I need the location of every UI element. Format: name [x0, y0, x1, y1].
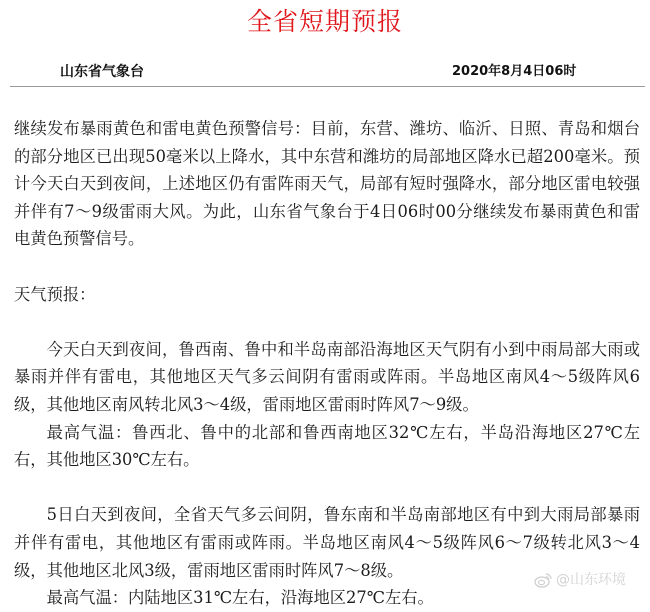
issue-time: 2020年8月4日06时	[452, 64, 577, 79]
document-body	[14, 115, 640, 612]
weibo-icon	[534, 572, 552, 588]
issuer-name: 山东省气象台	[60, 64, 144, 80]
spacer	[14, 308, 640, 336]
document-title: 全省短期预报	[246, 7, 403, 36]
watermark	[534, 569, 626, 591]
forecast-day5-max-temp: 最高气温：内陆地区31℃左右，沿海地区27℃左右。	[46, 588, 434, 608]
document-header	[0, 61, 650, 83]
forecast-today-weather: 今天白天到夜间，鲁西南、鲁中和半岛南部沿海地区天气阴有小到中雨局部大雨或暴雨并伴有雷电，其他地区天气多云间阴有雷雨或阵雨。半岛地区南风4～5级阵风6级，其他地区南风转北风3～4级，雷雨地区雷雨时阵风7～9级。	[14, 339, 640, 414]
forecast-heading: 天气预报：	[14, 284, 96, 304]
warning-paragraph: 继续发布暴雨黄色和雷电黄色预警信号：目前，东营、潍坊、临沂、日照、青岛和烟台的部分地区已出现50毫米以上降水，其中东营和潍坊的局部地区降水已超200毫米。预计今天白天到夜间，上述地区仍有雷阵雨天气，局部有短时强降水，部分地区雷电较强并伴有7～9级雷雨大风。为此，山东省气象台于4日06时00分继续发布暴雨黄色和雷电黄色预警信号。	[14, 119, 640, 249]
spacer	[14, 253, 640, 281]
watermark-text: @山东环境	[556, 572, 626, 588]
forecast-today-max-temp: 最高气温：鲁西北、鲁中的北部和鲁西南地区32℃左右，半岛沿海地区27℃左右，其他地区30℃左右。	[14, 422, 640, 470]
header-divider	[10, 86, 645, 87]
forecast-day5-weather: 5日白天到夜间，全省天气多云间阴，鲁东南和半岛南部地区有中到大雨局部暴雨并伴有雷电，其他地区有雷雨或阵雨。半岛地区南风4～5级阵风6～7级转北风3～4级，其他地区北风3级，雷雨地区雷雨时阵风7～8级。	[14, 505, 640, 580]
spacer	[14, 474, 640, 502]
